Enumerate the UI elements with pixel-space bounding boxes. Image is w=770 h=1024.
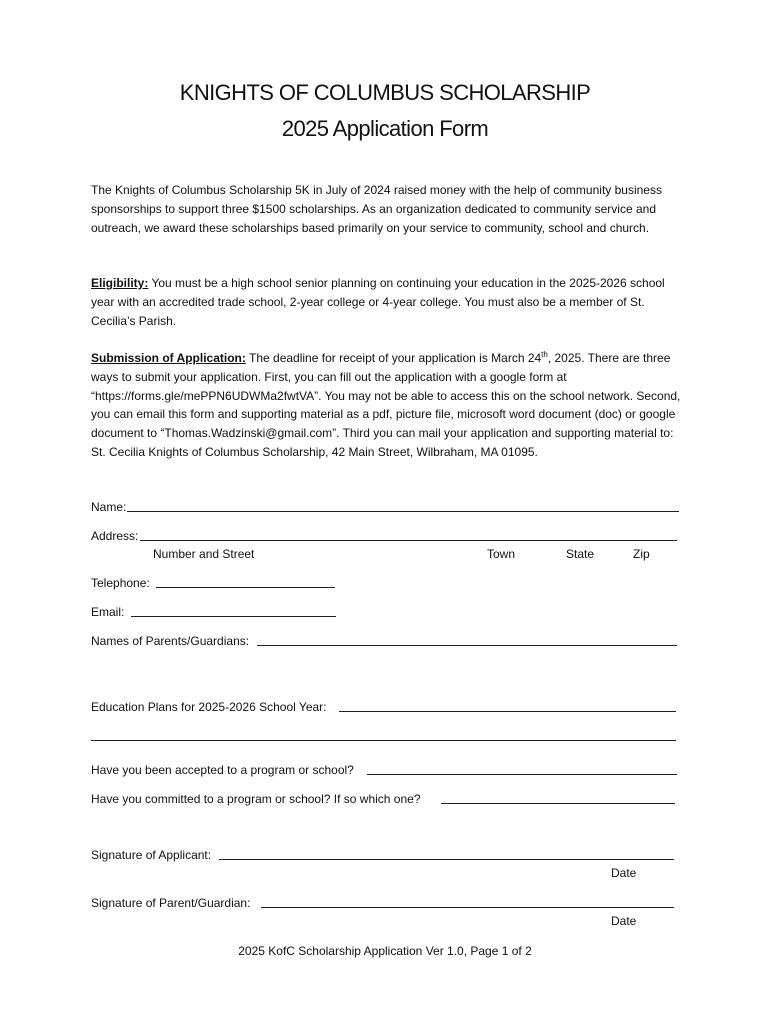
email-label: Email:	[91, 605, 125, 619]
accepted-field[interactable]	[367, 774, 677, 775]
education-plans-field[interactable]	[339, 711, 676, 712]
page-footer: 2025 KofC Scholarship Application Ver 1.0, Page 1 of 2	[238, 944, 532, 958]
applicant-signature-label: Signature of Applicant:	[91, 848, 212, 862]
applicant-date-caption: Date	[611, 866, 637, 880]
submission-date-suffix: th	[541, 350, 548, 359]
name-field[interactable]	[127, 511, 679, 512]
form-title: KNIGHTS OF COLUMBUS SCHOLARSHIP	[179, 80, 591, 105]
address-label: Address:	[91, 529, 139, 543]
eligibility-paragraph	[91, 274, 681, 330]
submission-paragraph	[91, 349, 681, 462]
parent-date-caption: Date	[611, 914, 637, 928]
eligibility-label: Eligibility:	[91, 276, 149, 290]
telephone-label: Telephone:	[91, 576, 150, 590]
accepted-label: Have you been accepted to a program or school?	[91, 763, 354, 777]
parents-field[interactable]	[257, 645, 677, 646]
address-town-caption: Town	[487, 547, 516, 561]
eligibility-text: You must be a high school senior planning on continuing your education in the 2025-2026 school year with an accredited trade school, 2-year college or 4-year college. You must also be a member of St. Cecilia’s Parish.	[91, 276, 665, 328]
submission-text-end: , 2025. There are three ways to submit your application. First, you can fill out the application with a google form at “https://forms.gle/mePPN6UDWMa2fwtVA”. You may not be able to access this on the school network. Second, you can email this form and supporting material as a pdf, picture file, microsoft word document (doc) or google document to “Thomas.Wadzinski@gmail.com”. Third you can mail your application and supporting material to: St. Cecilia Knights of Columbus Scholarship, 42 Main Street, Wilbraham, MA 01095.	[91, 351, 681, 459]
committed-label: Have you committed to a program or school? If so which one?	[91, 792, 421, 806]
education-plans-label: Education Plans for 2025-2026 School Year:	[91, 700, 327, 714]
address-street-caption: Number and Street	[153, 547, 255, 561]
submission-label: Submission of Application:	[91, 351, 246, 365]
address-state-caption: State	[566, 547, 595, 561]
telephone-field[interactable]	[156, 587, 335, 588]
address-zip-caption: Zip	[633, 547, 650, 561]
parent-signature-label: Signature of Parent/Guardian:	[91, 896, 251, 910]
email-field[interactable]	[131, 616, 336, 617]
name-label: Name:	[91, 500, 127, 514]
submission-text-start: The deadline for receipt of your application is March 24	[245, 351, 542, 365]
education-plans-field-line2[interactable]	[91, 740, 676, 741]
parent-signature-field[interactable]	[261, 907, 674, 908]
intro-paragraph: The Knights of Columbus Scholarship 5K in July of 2024 raised money with the help of community business sponsorships to support three $1500 scholarships. As an organization dedicated to community service and outreach, we award these scholarships based primarily on your service to community, school and church.	[91, 183, 662, 235]
address-field[interactable]	[140, 540, 677, 541]
form-subtitle: 2025 Application Form	[281, 116, 489, 141]
parents-label: Names of Parents/Guardians:	[91, 634, 250, 648]
applicant-signature-field[interactable]	[219, 859, 674, 860]
committed-field[interactable]	[441, 803, 675, 804]
